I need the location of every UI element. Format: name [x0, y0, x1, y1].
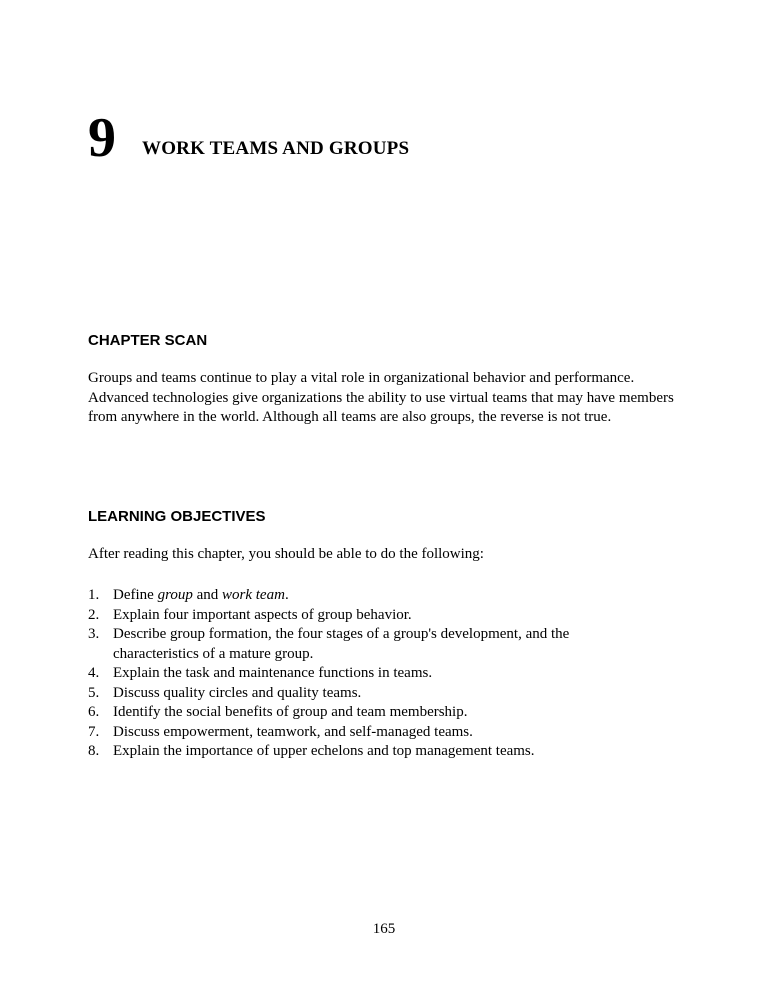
objective-item — [88, 703, 688, 723]
objective-item — [88, 723, 688, 743]
objective-number: 6. — [88, 704, 100, 720]
page-number: 165 — [372, 921, 396, 937]
objective-item — [88, 742, 688, 762]
objective-number: 4. — [88, 665, 100, 681]
objective-text-continued: characteristics of a mature group. — [113, 645, 314, 662]
learning-objectives-heading: LEARNING OBJECTIVES — [88, 508, 266, 525]
chapter-number: 9 — [88, 107, 116, 169]
objective-number: 3. — [88, 626, 100, 642]
objective-item — [88, 664, 688, 684]
objective-number: 2. — [88, 606, 100, 623]
chapter-scan-line: Advanced technologies give organizations the ability to use virtual teams that may have members — [88, 389, 674, 406]
chapter-title: WORK TEAMS AND GROUPS — [142, 138, 410, 159]
objective-text: Discuss quality circles and quality teams. — [113, 684, 362, 701]
objective-text: Describe group formation, the four stages of a group's development, and the — [113, 626, 570, 642]
objective-text: Define group and work team. — [113, 587, 289, 603]
objective-item — [88, 684, 688, 704]
objective-item — [88, 586, 688, 606]
chapter-scan-line: Groups and teams continue to play a vital role in organizational behavior and performance. — [88, 370, 635, 386]
term-work-team: work team — [222, 587, 285, 603]
objective-item — [88, 625, 688, 664]
objective-text: Discuss empowerment, teamwork, and self-managed teams. — [113, 723, 473, 740]
objective-text: Explain the task and maintenance functions in teams. — [113, 665, 433, 681]
objective-text: Explain the importance of upper echelons and top management teams. — [113, 743, 535, 759]
objective-number: 1. — [88, 587, 100, 603]
objective-number: 7. — [88, 723, 100, 740]
chapter-scan-line: from anywhere in the world. Although all teams are also groups, the reverse is not true. — [88, 409, 612, 425]
objective-text: Explain four important aspects of group behavior. — [113, 606, 412, 623]
objective-item — [88, 606, 688, 626]
learning-objectives-intro: After reading this chapter, you should be able to do the following: — [88, 546, 484, 562]
term-group: group — [157, 587, 193, 603]
chapter-scan-paragraph — [88, 369, 688, 428]
objective-number: 5. — [88, 684, 100, 701]
chapter-scan-heading: CHAPTER SCAN — [88, 332, 208, 349]
learning-objectives-list — [88, 586, 688, 762]
objective-text: Identify the social benefits of group and team membership. — [113, 704, 468, 720]
objective-number: 8. — [88, 743, 100, 759]
